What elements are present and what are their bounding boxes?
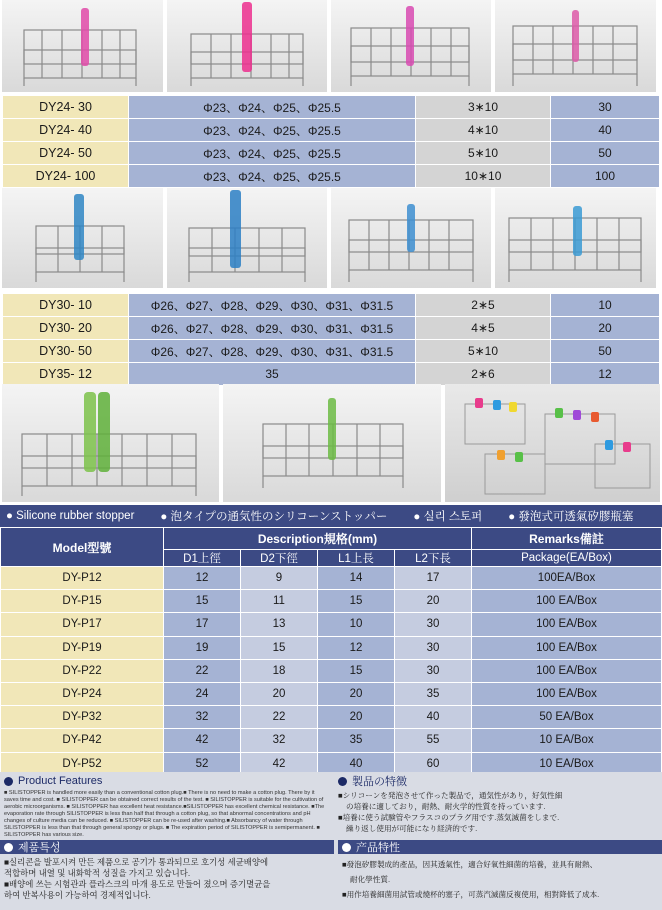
description-cell: Φ23、Φ24、Φ25、Φ25.5	[129, 96, 416, 119]
l1-cell: 14	[318, 567, 395, 590]
model-cell: DY24- 30	[3, 96, 129, 119]
l1-cell: 12	[318, 636, 395, 659]
table-row	[1, 729, 662, 752]
quantity-cell: 10	[551, 294, 660, 317]
l1-cell: 20	[318, 682, 395, 705]
package-cell: 50 EA/Box	[472, 706, 662, 729]
d1-cell: 22	[164, 659, 241, 682]
holes-cell: 5∗10	[416, 340, 551, 363]
d2-cell: 13	[241, 613, 318, 636]
d1-cell: 17	[164, 613, 241, 636]
stopper-label-en: ● Silicone rubber stopper	[6, 510, 135, 522]
table-row	[1, 590, 662, 613]
d1-cell: 24	[164, 682, 241, 705]
header-remarks: Remarks備註	[472, 528, 662, 550]
l2-cell: 60	[395, 752, 472, 775]
package-cell: 100 EA/Box	[472, 682, 662, 705]
model-cell: DY-P19	[1, 636, 164, 659]
rack-photo-dy24-30	[2, 0, 163, 92]
holes-cell: 3∗10	[416, 96, 551, 119]
table-row	[3, 96, 660, 119]
package-cell: 10 EA/Box	[472, 729, 662, 752]
table-row	[1, 706, 662, 729]
photo-row-extra	[0, 384, 662, 502]
quantity-cell: 20	[551, 317, 660, 340]
quantity-cell: 30	[551, 96, 660, 119]
header-d1: D1上徑	[164, 550, 241, 567]
description-cell: Φ26、Φ27、Φ28、Φ29、Φ30、Φ31、Φ31.5	[129, 294, 416, 317]
l1-cell: 20	[318, 706, 395, 729]
photo-row-dy30	[0, 188, 658, 288]
model-cell: DY-P32	[1, 706, 164, 729]
l2-cell: 17	[395, 567, 472, 590]
d1-cell: 32	[164, 706, 241, 729]
features-jp-title: 製品の特徴	[352, 776, 407, 788]
model-cell: DY-P52	[1, 752, 164, 775]
rack-photo-dy30-10	[2, 188, 163, 288]
features-japanese	[338, 774, 658, 834]
quantity-cell: 50	[551, 142, 660, 165]
table-row	[3, 165, 660, 188]
description-cell: Φ23、Φ24、Φ25、Φ25.5	[129, 142, 416, 165]
table-row	[3, 294, 660, 317]
stopper-label-kr: ● 실리 스토퍼	[413, 511, 483, 523]
bullet-icon	[338, 777, 347, 786]
table-row	[3, 363, 660, 386]
d2-cell: 20	[241, 682, 318, 705]
product-features-section	[0, 772, 662, 910]
l1-cell: 15	[318, 590, 395, 613]
d2-cell: 11	[241, 590, 318, 613]
description-cell: Φ26、Φ27、Φ28、Φ29、Φ30、Φ31、Φ31.5	[129, 340, 416, 363]
holes-cell: 10∗10	[416, 165, 551, 188]
quantity-cell: 12	[551, 363, 660, 386]
model-cell: DY-P22	[1, 659, 164, 682]
holes-cell: 2∗5	[416, 294, 551, 317]
l2-cell: 55	[395, 729, 472, 752]
rack-photo-dy24-50	[331, 0, 491, 92]
quantity-cell: 40	[551, 119, 660, 142]
photo-row-dy24	[0, 0, 658, 92]
d2-cell: 15	[241, 636, 318, 659]
d1-cell: 19	[164, 636, 241, 659]
features-chinese	[338, 840, 662, 902]
dy24-spec-table	[2, 95, 660, 188]
features-jp-text: ■シリコーンを発泡させて作った製品で，通気性があり，好気性細 の培養に適しており，耐熱、耐火学的性質を持っています. ■培養に使う試験管やフラスコのプラグ用です.蒸気滅菌をしまで. 繰り返し使用が可能になり経済的です.	[338, 791, 563, 833]
bullet-icon	[4, 843, 13, 852]
l1-cell: 40	[318, 752, 395, 775]
features-en-text: ■ SILISTOPPER is handled more easily than a conventional cotton plug.■ There is no need to make a cotton plug. There by it saves time and cost. ■ SILISTOPPER can be obtained correct results of the test. ■ SILISTOPPER is suitable for the cultivation of aerobic microorganisms. ■ SILISTOPPER has excellent heat resistance.■SILISTOPPER has excellent chemical resistance. ■The evaporation rate through SILISTOPPER is less than half that through a cotton plug, so that abnormal concentrations and pH changes of culture media can be reduced. ■ SILISTOPPER can be re-used after washing.■ Absorbancy of water through SILISTOPPER is less than that through general spongy or plugs. ■ The expiration period of SILISTOPPER is semipermanent. ■ SILISTOPPER has various size.	[4, 790, 325, 838]
colorful-stoppers-photo	[445, 384, 660, 502]
stopper-label-jp: ● 泡タイプの通気性のシリコーンストッパー	[160, 511, 388, 523]
d2-cell: 9	[241, 567, 318, 590]
dy30-spec-table	[2, 293, 660, 386]
l2-cell: 30	[395, 659, 472, 682]
features-korean	[0, 840, 334, 901]
rack-photo-dy35-12	[495, 188, 656, 288]
description-cell: Φ26、Φ27、Φ28、Φ29、Φ30、Φ31、Φ31.5	[129, 317, 416, 340]
header-package: Package(EA/Box)	[472, 550, 662, 567]
rack-photo-dy30-20	[167, 188, 327, 288]
package-cell: 10 EA/Box	[472, 752, 662, 775]
l2-cell: 30	[395, 636, 472, 659]
d1-cell: 12	[164, 567, 241, 590]
model-cell: DY-P24	[1, 682, 164, 705]
d1-cell: 15	[164, 590, 241, 613]
model-cell: DY30- 50	[3, 340, 129, 363]
table-row	[3, 340, 660, 363]
features-english	[4, 774, 330, 839]
table-row	[1, 682, 662, 705]
holes-cell: 5∗10	[416, 142, 551, 165]
table-row	[1, 567, 662, 590]
features-kr-title: 제품특성	[18, 842, 61, 854]
rack-photo-dy24-40	[167, 0, 327, 92]
holes-cell: 4∗10	[416, 119, 551, 142]
holes-cell: 4∗5	[416, 317, 551, 340]
d2-cell: 18	[241, 659, 318, 682]
stopper-spec-table	[0, 527, 662, 776]
rack-photo-dy30-50	[331, 188, 491, 288]
model-cell: DY-P17	[1, 613, 164, 636]
model-cell: DY30- 20	[3, 317, 129, 340]
l1-cell: 15	[318, 659, 395, 682]
rack-photo-green-small	[223, 384, 441, 502]
package-cell: 100 EA/Box	[472, 590, 662, 613]
model-cell: DY24- 40	[3, 119, 129, 142]
stopper-label-cn: ● 發泡式可透氣矽膠瓶塞	[508, 511, 634, 523]
model-cell: DY-P42	[1, 729, 164, 752]
table-row	[3, 317, 660, 340]
model-cell: DY-P12	[1, 567, 164, 590]
l2-cell: 20	[395, 590, 472, 613]
model-cell: DY35- 12	[3, 363, 129, 386]
header-l1: L1上長	[318, 550, 395, 567]
header-description: Description規格(mm)	[164, 528, 472, 550]
silicone-stopper-banner	[0, 505, 662, 527]
d2-cell: 42	[241, 752, 318, 775]
d1-cell: 52	[164, 752, 241, 775]
l2-cell: 30	[395, 613, 472, 636]
model-cell: DY24- 100	[3, 165, 129, 188]
holes-cell: 2∗6	[416, 363, 551, 386]
features-cn-title: 产品特性	[356, 842, 400, 854]
header-model: Model型號	[1, 528, 164, 567]
quantity-cell: 100	[551, 165, 660, 188]
header-l2: L2下長	[395, 550, 472, 567]
description-cell: 35	[129, 363, 416, 386]
package-cell: 100 EA/Box	[472, 659, 662, 682]
bullet-icon	[342, 843, 351, 852]
features-cn-text: ■發泡矽膠製成的產品，因其透氣性，適合好氧性細菌的培養，並具有耐熱、 耐化學性質. ■用作培養細菌用試管或燒杯的塞子，可蒸汽滅菌反複使用，相對降低了成本.	[342, 860, 600, 899]
package-cell: 100EA/Box	[472, 567, 662, 590]
table-row	[1, 613, 662, 636]
model-cell: DY-P15	[1, 590, 164, 613]
rack-photo-green-large	[2, 384, 219, 502]
package-cell: 100 EA/Box	[472, 613, 662, 636]
model-cell: DY24- 50	[3, 142, 129, 165]
rack-photo-dy24-100	[495, 0, 656, 92]
table-row	[1, 636, 662, 659]
model-cell: DY30- 10	[3, 294, 129, 317]
l1-cell: 35	[318, 729, 395, 752]
d2-cell: 22	[241, 706, 318, 729]
l1-cell: 10	[318, 613, 395, 636]
quantity-cell: 50	[551, 340, 660, 363]
table-row	[3, 119, 660, 142]
d2-cell: 32	[241, 729, 318, 752]
description-cell: Φ23、Φ24、Φ25、Φ25.5	[129, 165, 416, 188]
features-kr-text: ■실리콘을 발포시켜 만든 제품으로 공기가 통과되므로 호기성 세균배양에 적합하며 내열 및 내화학적 성질을 가지고 있습니다. ■배양에 쓰는 시험관과 플라스크의 마개 용도로 만들어 졌으며 증기멸균을 하여 반복사용이 가능하여 경제적입니다.	[4, 857, 271, 900]
d1-cell: 42	[164, 729, 241, 752]
l2-cell: 40	[395, 706, 472, 729]
features-en-title: Product Features	[18, 775, 103, 787]
bullet-icon	[4, 777, 13, 786]
l2-cell: 35	[395, 682, 472, 705]
package-cell: 100 EA/Box	[472, 636, 662, 659]
description-cell: Φ23、Φ24、Φ25、Φ25.5	[129, 119, 416, 142]
header-d2: D2下徑	[241, 550, 318, 567]
table-row	[3, 142, 660, 165]
table-row	[1, 659, 662, 682]
